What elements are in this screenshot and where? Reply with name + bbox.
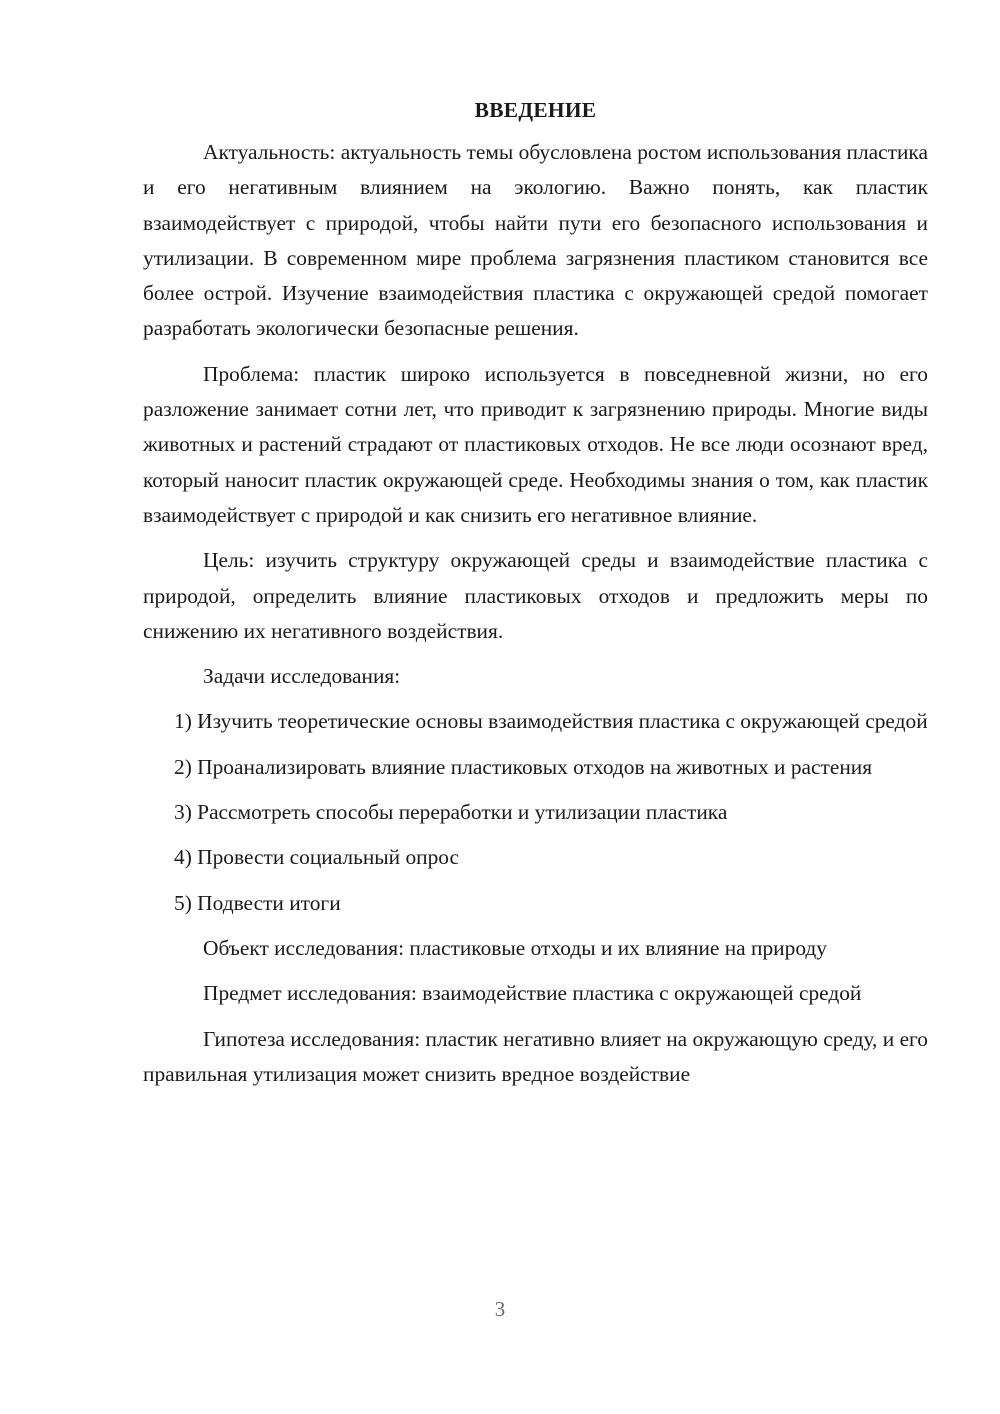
hypothesis-paragraph: Гипотеза исследования: пластик негативно влияет на окружающую среду, и его правильная утилизация может снизить вредное воздействие <box>143 1026 928 1086</box>
document-page <box>143 95 928 1102</box>
relevance-paragraph: Актуальность: актуальность темы обусловлена ростом использования пластика и его негативным влиянием на экологию. Важно понять, как пластик взаимодействует с природой, чтобы найти пути его безопасного использования и утилизации. В современном мире проблема загрязнения пластиком становится все более острой. Изучение взаимодействия пластика с окружающей средой помогает разработать экологически безопасные решения. <box>143 140 928 341</box>
task-item: 1) Изучить теоретические основы взаимодействия пластика с окружающей средой <box>174 709 928 734</box>
object-paragraph: Объект исследования: пластиковые отходы и их влияние на природу <box>203 935 827 960</box>
task-item: 3) Рассмотреть способы переработки и утилизации пластика <box>174 800 728 825</box>
problem-paragraph: Проблема: пластик широко используется в повседневной жизни, но его разложение занимает сотни лет, что приводит к загрязнению природы. Многие виды животных и растений страдают от пластиковых отходов. Не все люди осознают вред, который наносит пластик окружающей среде. Необходимы знания о том, как пластик взаимодействует с природой и как снизить его негативное влияние. <box>143 361 928 527</box>
tasks-heading: Задачи исследования: <box>203 664 401 689</box>
page-number: 3 <box>494 1297 506 1321</box>
goal-paragraph: Цель: изучить структуру окружающей среды и взаимодействие пластика с природой, определить влияние пластиковых отходов и предложить меры по снижению их негативного воздействия. <box>143 548 928 643</box>
task-item: 4) Провести социальный опрос <box>174 845 460 870</box>
subject-paragraph: Предмет исследования: взаимодействие пластика с окружающей средой <box>203 981 862 1006</box>
section-title: ВВЕДЕНИЕ <box>474 98 597 122</box>
task-item: 2) Проанализировать влияние пластиковых отходов на животных и растения <box>174 754 873 779</box>
task-item: 5) Подвести итоги <box>174 890 341 915</box>
